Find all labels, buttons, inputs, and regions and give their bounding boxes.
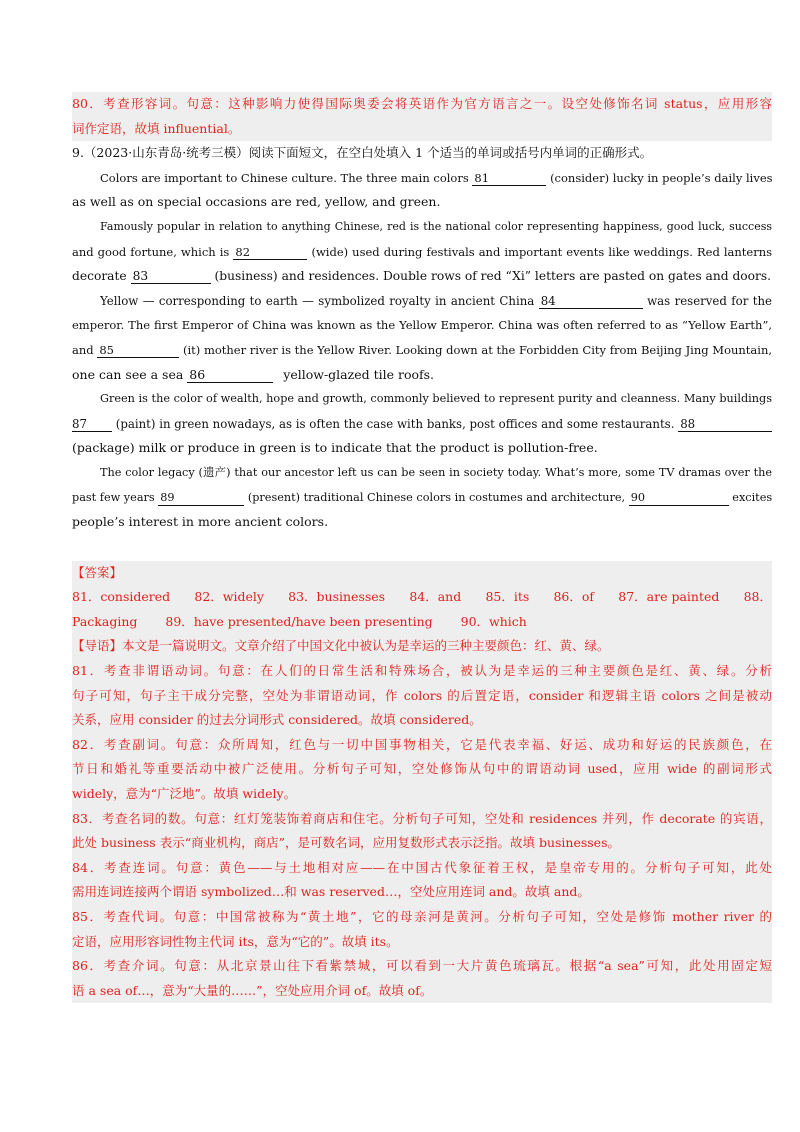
explanation-line: 83．考查名词的数。句意：红灯笼装饰着商店和住宅。分析句子可知，空处和 residences 并列，作 decorate 的宾语， — [72, 810, 772, 826]
explanation-line: 定语，应用形容词性物主代词 its，意为“它的”。故填 its。 — [72, 933, 399, 949]
previous-answer-block — [72, 92, 772, 141]
passage-line: The color legacy (遗产) that our ancestor left us can be seen in society today. What’s more, some TV dramas over the — [100, 465, 772, 479]
answer-item: 90．which — [460, 613, 527, 629]
answer-item: 88． — [743, 589, 772, 605]
passage-line: Colors are important to Chinese culture. The three main colors 81 (consider) lucky in people’s daily lives — [100, 170, 773, 185]
blank-84: 84 — [539, 294, 643, 309]
blank-81: 81 — [472, 171, 546, 186]
passage-line: people’s interest in more ancient colors. — [72, 514, 329, 530]
guide-line: 【导语】本文是一篇说明文。文章介绍了中国文化中被认为是幸运的三种主要颜色：红、黄、绿。 — [72, 638, 610, 654]
blank-83: 83 — [131, 269, 211, 284]
explanation-line: 84．考查连词。句意：黄色——与土地相对应——在中国古代象征着王权，是皇帝专用的。分析句子可知，此处 — [72, 859, 772, 875]
explanation-line: widely，意为“广泛地”。故填 widely。 — [72, 786, 297, 802]
prev-answer-line: 80．考查形容词。句意：这种影响力使得国际奥委会将英语作为官方语言之一。设空处修饰名词 status，应用形容 — [72, 96, 772, 111]
answer-row — [72, 610, 772, 635]
blank-88: 88 — [678, 417, 772, 432]
answer-block — [72, 561, 772, 1004]
answer-item: 83．businesses — [288, 589, 386, 605]
passage-line: 87 (paint) in green nowadays, as is often the case with banks, post offices and some restaurants. 88 — [72, 412, 772, 437]
explanation-line: 需用连词连接两个谓语 symbolized…和 was reserved…，空处应用连词 and。故填 and。 — [72, 884, 590, 900]
passage-line: (package) milk or produce in green is to indicate that the product is pollution-free. — [72, 440, 598, 456]
explanation-line: 语 a sea of…，意为“大量的……”，空处应用介词 of。故填 of。 — [72, 982, 433, 998]
blank-82: 82 — [233, 245, 307, 260]
prev-answer-line: 词作定语，故填 influential。 — [72, 120, 241, 136]
answer-item: 85．its — [485, 589, 530, 605]
answer-row — [72, 585, 772, 610]
passage-line: past few years 89 (present) traditional Chinese colors in costumes and architecture, 90 excites — [72, 490, 773, 504]
explanation-line: 85．考查代词。句意：中国常被称为“黄土地”，它的母亲河是黄河。分析句子可知，空处是修饰 mother river 的 — [72, 909, 772, 924]
document-page — [72, 92, 772, 1003]
explanation-line: 81．考查非谓语动词。句意：在人们的日常生活和特殊场合，被认为是幸运的三种主要颜色是红、黄、绿。分析 — [72, 663, 772, 679]
passage-line: one can see a sea 86 yellow-glazed tile roofs. — [72, 366, 435, 382]
answer-item: 84．and — [409, 589, 462, 605]
passage-line: and 85 (it) mother river is the Yellow River. Looking down at the Forbidden City from Beijing Jing Mountain, — [72, 342, 773, 357]
blank-87: 87 — [72, 417, 112, 432]
explanation-line: 节日和婚礼等重要活动中被广泛使用。分析句子可知，空处修饰从句中的谓语动词 used，应用 wide 的副词形式 — [72, 761, 772, 777]
passage-line: emperor. The first Emperor of China was known as the Yellow Emperor. China was often referred to as “Yellow Earth”, — [72, 318, 772, 333]
answer-item: Packaging — [72, 613, 138, 629]
passage-line: Famously popular in relation to anything Chinese, red is the national color representing happiness, good luck, success — [100, 219, 772, 233]
answer-item: 82．widely — [194, 589, 264, 605]
passage-line: as well as on special occasions are red, yellow, and green. — [72, 194, 441, 210]
answer-item: 89．have presented/have been presenting — [165, 613, 433, 629]
explanation-line: 82．考查副词。句意：众所周知，红色与一切中国事物相关，它是代表幸福、好运、成功和好运的民族颜色，在 — [72, 736, 772, 752]
explanation-line: 关系，应用 consider 的过去分词形式 considered。故填 considered。 — [72, 712, 482, 728]
answer-label: 【答案】 — [72, 564, 123, 580]
explanation-line: 句子可知，句子主干成分完整，空处为非谓语动词，作 colors 的后置定语，consider 和逻辑主语 colors 之间是被动 — [72, 687, 772, 703]
blank-90: 90 — [629, 491, 729, 506]
blank-89: 89 — [158, 491, 244, 506]
answer-item: 86．of — [553, 589, 595, 605]
explanation-line: 86．考查介词。句意：从北京景山往下看紫禁城，可以看到一大片黄色琉璃瓦。根据“a sea”可知，此处用固定短 — [72, 958, 772, 974]
passage-line: Green is the color of wealth, hope and growth, commonly believed to represent purity and cleanness. Many buildings — [100, 392, 772, 406]
passage-line: and good fortune, which is 82 (wide) used during festivals and important events like weddings. Red lanterns — [72, 244, 773, 259]
explanation-line: 此处 business 表示“商业机构，商店”，是可数名词，应用复数形式表示泛指。故填 businesses。 — [72, 835, 620, 851]
passage-line: Yellow — corresponding to earth — symbolized royalty in ancient China 84 was reserved for the — [100, 293, 772, 308]
passage-line: decorate 83 (business) and residences. Double rows of red “Xi” letters are pasted on gates and doors. — [72, 269, 772, 284]
blank-85: 85 — [97, 343, 179, 358]
blank-86: 86 — [187, 368, 273, 383]
answer-item: 87．are painted — [618, 589, 720, 605]
question-header: 9.（2023·山东青岛·统考三模）阅读下面短文，在空白处填入 1 个适当的单词或括号内单词的正确形式。 — [72, 145, 653, 161]
answer-item: 81．considered — [72, 589, 171, 605]
